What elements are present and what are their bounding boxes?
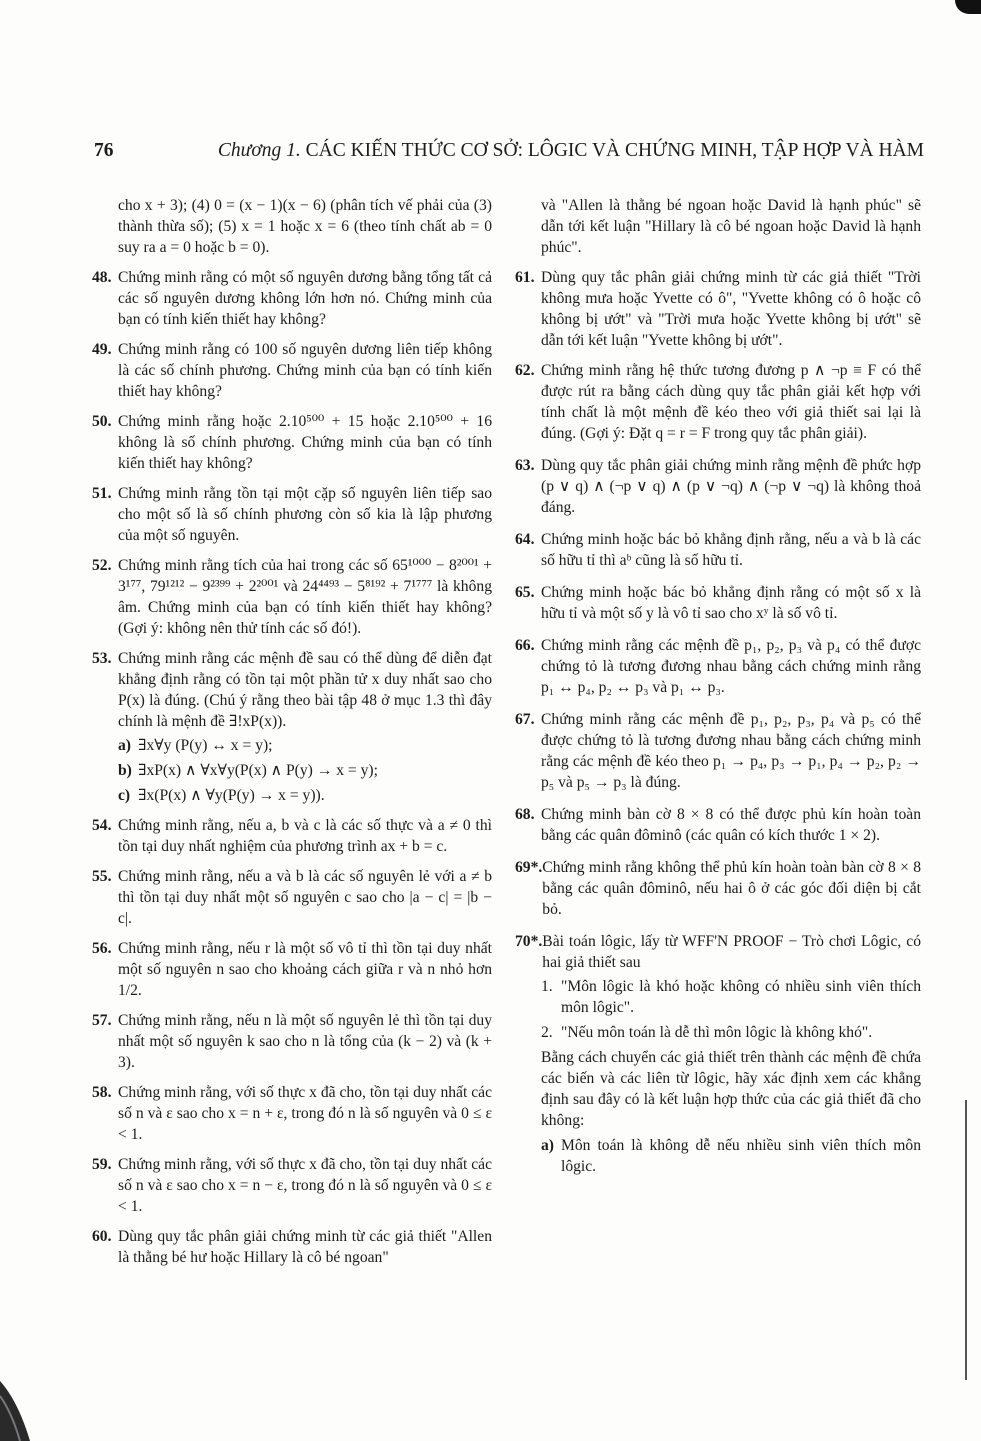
exercise-52 xyxy=(92,555,492,639)
exercise-number: 50. xyxy=(92,413,112,430)
left-column xyxy=(92,195,492,1277)
exercise-number: 49. xyxy=(92,341,112,358)
exercise-53-part-b xyxy=(118,760,492,781)
part-text: ∃xP(x) ∧ ∀x∀y(P(x) ∧ P(y) → x = y); xyxy=(138,762,378,779)
part-label: c) xyxy=(118,787,131,804)
exercise-text: Chứng minh rằng các mệnh đề p₁, p₂, p₃, p₄ và p₅ có thể được chứng tỏ là tương đương nhau bằng cách chứng minh rằng các mệnh đề kéo theo p₁ → p₄, p₃ → p₁, p₄ → p₂, p₂ → p₅ và p₅ → p₃ là đúng. xyxy=(541,711,921,791)
exercise-text: Chứng minh rằng hoặc 2.10⁵⁰⁰ + 15 hoặc 2.10⁵⁰⁰ + 16 không là số chính phương. Chứng minh của bạn có tính kiến thiết hay không? xyxy=(118,413,492,472)
exercise-text: Bài toán lôgic, lấy từ WFF'N PROOF − Trò chơi Lôgic, có hai giả thiết sau xyxy=(542,933,921,971)
exercise-text: Chứng minh hoặc bác bỏ khẳng định rằng có một số x là hữu tỉ và một số y là vô tỉ sao cho xʸ là số vô tỉ. xyxy=(541,584,921,622)
right-continuation: và "Allen là thằng bé ngoan hoặc David là hạnh phúc" sẽ dẫn tới kết luận "Hillary là cô bé ngoan hoặc David là hạnh phúc". xyxy=(541,197,921,256)
exercise-number: 48. xyxy=(92,269,112,286)
exercise-text: Chứng minh rằng, với số thực x đã cho, tồn tại duy nhất các số n và ε sao cho x = n − ε, trong đó n là số nguyên và 0 ≤ ε < 1. xyxy=(118,1156,492,1215)
part-label: a) xyxy=(541,1137,554,1154)
exercise-number: 66. xyxy=(515,637,535,654)
running-head xyxy=(218,140,924,162)
exercise-number: 67. xyxy=(515,711,535,728)
exercise-66 xyxy=(515,635,921,698)
exercise-55 xyxy=(92,866,492,929)
exercise-number: 59. xyxy=(92,1156,112,1173)
exercise-65 xyxy=(515,582,921,624)
exercise-number: 65. xyxy=(515,584,535,601)
exercise-number: 54. xyxy=(92,817,112,834)
exercise-57 xyxy=(92,1010,492,1073)
exercise-text: Chứng minh rằng, nếu a và b là các số nguyên lẻ với a ≠ b thì tồn tại duy nhất một số nguyên c sao cho |a − c| = |b − c|. xyxy=(118,868,492,927)
left-continuation: cho x + 3); (4) 0 = (x − 1)(x − 6) (phân tích vế phải của (3) thành thừa số); (5) x = 1 hoặc x = 6 (theo tính chất ab = 0 suy ra a = 0 hoặc b = 0). xyxy=(118,197,492,256)
exercise-50 xyxy=(92,411,492,474)
exercise-51 xyxy=(92,483,492,546)
exercise-text: Chứng minh rằng, nếu n là một số nguyên lẻ thì tồn tại duy nhất một số nguyên k sao cho n là tổng của (k − 2) và (k + 3). xyxy=(118,1012,492,1071)
exercise-53-part-a xyxy=(118,735,492,756)
exercise-text: Chứng minh rằng tích của hai trong các số 65¹⁰⁰⁰ − 8²⁰⁰¹ + 3¹⁷⁷, 79¹²¹² − 9²³⁹⁹ + 2²⁰⁰¹ và 24⁴⁴⁹³ − 5⁸¹⁹² + 7¹⁷⁷⁷ là không âm. Chứng minh của bạn có tính kiến thiết hay không? (Gợi ý: không nên thử tính các số đó!). xyxy=(118,557,492,637)
part-label: a) xyxy=(118,737,131,754)
page-number: 76 xyxy=(94,140,114,161)
exercise-49 xyxy=(92,339,492,402)
exercise-text: Chứng minh rằng, nếu a, b và c là các số thực và a ≠ 0 thì tồn tại duy nhất nghiệm của phương trình ax + b = c. xyxy=(118,817,492,855)
exercise-68 xyxy=(515,804,921,846)
exercise-48 xyxy=(92,267,492,330)
exercise-number: 70*. xyxy=(515,933,543,950)
exercise-number: 58. xyxy=(92,1084,112,1101)
chapter-label: Chương 1. xyxy=(217,140,301,161)
exercise-58 xyxy=(92,1082,492,1145)
exercise-text: Chứng minh rằng các mệnh đề p₁, p₂, p₃ và p₄ có thể được chứng tỏ là tương đương nhau bằng cách chứng minh rằng p₁ ↔ p₄, p₂ ↔ p₃ và p₁ ↔ p₃. xyxy=(541,637,921,696)
part-text: ∃x∀y (P(y) ↔ x = y); xyxy=(138,737,273,754)
exercise-70 xyxy=(515,931,921,973)
part-text: Môn toán là không dễ nếu nhiều sinh viên thích môn lôgic. xyxy=(561,1137,921,1175)
scan-edge-line xyxy=(965,1100,967,1380)
premise-text: "Nếu môn toán là dễ thì môn lôgic là không khó". xyxy=(561,1024,873,1041)
premise-label: 2. xyxy=(541,1024,553,1041)
exercise-text: Chứng minh rằng, với số thực x đã cho, tồn tại duy nhất các số n và ε sao cho x = n + ε, trong đó n là số nguyên và 0 ≤ ε < 1. xyxy=(118,1084,492,1143)
exercise-number: 64. xyxy=(515,531,535,548)
exercise-text: Chứng minh hoặc bác bỏ khẳng định rằng, nếu a và b là các số hữu tỉ thì aᵇ cũng là số hữu tỉ. xyxy=(541,531,921,569)
exercise-text: Chứng minh rằng các mệnh đề sau có thể dùng để diễn đạt khẳng định rằng có tồn tại một phần tử x duy nhất sao cho P(x) là đúng. (Chú ý rằng theo bài tập 48 ở mục 1.3 thì đây chính là mệnh đề ∃!xP(x)). xyxy=(118,650,492,730)
exercise-number: 68. xyxy=(515,806,535,823)
exercise-text: Dùng quy tắc phân giải chứng minh từ các giả thiết "Trời không mưa hoặc Yvette có ô", "Yvette không có ô hoặc cô không bị ướt" và "Trời mưa hoặc Yvette không bị ướt" sẽ dẫn tới kết luận "Yvette không bị ướt". xyxy=(541,269,921,349)
exercise-70-part-a xyxy=(541,1135,921,1177)
exercise-63 xyxy=(515,455,921,518)
exercise-70-premise-2 xyxy=(541,1022,921,1043)
right-column xyxy=(515,195,921,1181)
exercise-number: 51. xyxy=(92,485,112,502)
exercise-text: Chứng minh rằng tồn tại một cặp số nguyên liên tiếp sao cho một số là số chính phương còn số kia là lập phương của một số nguyên. xyxy=(118,485,492,544)
exercise-61 xyxy=(515,267,921,351)
exercise-69 xyxy=(515,857,921,920)
exercise-number: 53. xyxy=(92,650,112,667)
premise-text: "Môn lôgic là khó hoặc không có nhiều sinh viên thích môn lôgic". xyxy=(561,978,921,1016)
exercise-53 xyxy=(92,648,492,732)
exercise-number: 61. xyxy=(515,269,535,286)
exercise-text: Dùng quy tắc phân giải chứng minh từ các giả thiết "Allen là thằng bé hư hoặc Hillary là cô bé ngoan" xyxy=(118,1228,492,1266)
exercise-59 xyxy=(92,1154,492,1217)
exercise-text: Chứng minh rằng có 100 số nguyên dương liên tiếp không là các số chính phương. Chứng minh của bạn có tính kiến thiết hay không? xyxy=(118,341,492,400)
premise-label: 1. xyxy=(541,978,553,995)
scan-edge-mark xyxy=(955,0,981,14)
exercise-53-part-c xyxy=(118,785,492,806)
exercise-number: 69*. xyxy=(515,859,543,876)
page-header xyxy=(94,140,924,170)
exercise-number: 63. xyxy=(515,457,535,474)
exercise-text: Chứng minh rằng có một số nguyên dương bằng tổng tất cả các số nguyên dương không lớn hơn nó. Chứng minh của bạn có tính kiến thiết hay không? xyxy=(118,269,492,328)
part-label: b) xyxy=(118,762,132,779)
exercise-62 xyxy=(515,360,921,444)
exercise-67 xyxy=(515,709,921,793)
exercise-text: Chứng minh rằng, nếu r là một số vô tỉ thì tồn tại duy nhất một số nguyên n sao cho khoảng cách giữa r và n nhỏ hơn 1/2. xyxy=(118,940,492,999)
exercise-number: 60. xyxy=(92,1228,112,1245)
exercise-70-premise-1 xyxy=(541,976,921,1018)
exercise-54 xyxy=(92,815,492,857)
exercise-64 xyxy=(515,529,921,571)
part-text: ∃x(P(x) ∧ ∀y(P(y) → x = y)). xyxy=(138,787,325,804)
exercise-number: 55. xyxy=(92,868,112,885)
exercise-text: Dùng quy tắc phân giải chứng minh rằng mệnh đề phức hợp (p ∨ q) ∧ (¬p ∨ q) ∧ (p ∨ ¬q) ∧ (¬p ∨ ¬q) là không thoả đáng. xyxy=(541,457,921,516)
exercise-70-instruction: Bằng cách chuyển các giả thiết trên thành các mệnh đề chứa các biến và các liên từ lôgic, hãy xác định xem các khẳng định sau đây có là kết luận hợp thức của các giả thiết đã cho không: xyxy=(541,1049,921,1129)
exercise-number: 56. xyxy=(92,940,112,957)
exercise-60 xyxy=(92,1226,492,1268)
exercise-56 xyxy=(92,938,492,1001)
exercise-text: Chứng minh bàn cờ 8 × 8 có thể được phủ kín hoàn toàn bằng các quân đôminô (các quân có kích thước 1 × 2). xyxy=(541,806,921,844)
scan-corner-mark xyxy=(0,1351,40,1441)
exercise-number: 57. xyxy=(92,1012,112,1029)
exercise-number: 62. xyxy=(515,362,535,379)
exercise-number: 52. xyxy=(92,557,112,574)
exercise-text: Chứng minh rằng không thể phủ kín hoàn toàn bàn cờ 8 × 8 bằng các quân đôminô, nếu hai ô ở các góc đối diện bị cắt bỏ. xyxy=(542,859,921,918)
exercise-text: Chứng minh rằng hệ thức tương đương p ∧ ¬p ≡ F có thể được rút ra bằng cách dùng quy tắc phân giải kết hợp với tính chất là một mệnh đề kéo theo với giả thiết sai lại là đúng. (Gợi ý: Đặt q = r = F trong quy tắc phân giải). xyxy=(541,362,921,442)
chapter-title: CÁC KIẾN THỨC CƠ SỞ: LÔGIC VÀ CHỨNG MINH, TẬP HỢP VÀ HÀM xyxy=(305,140,924,161)
